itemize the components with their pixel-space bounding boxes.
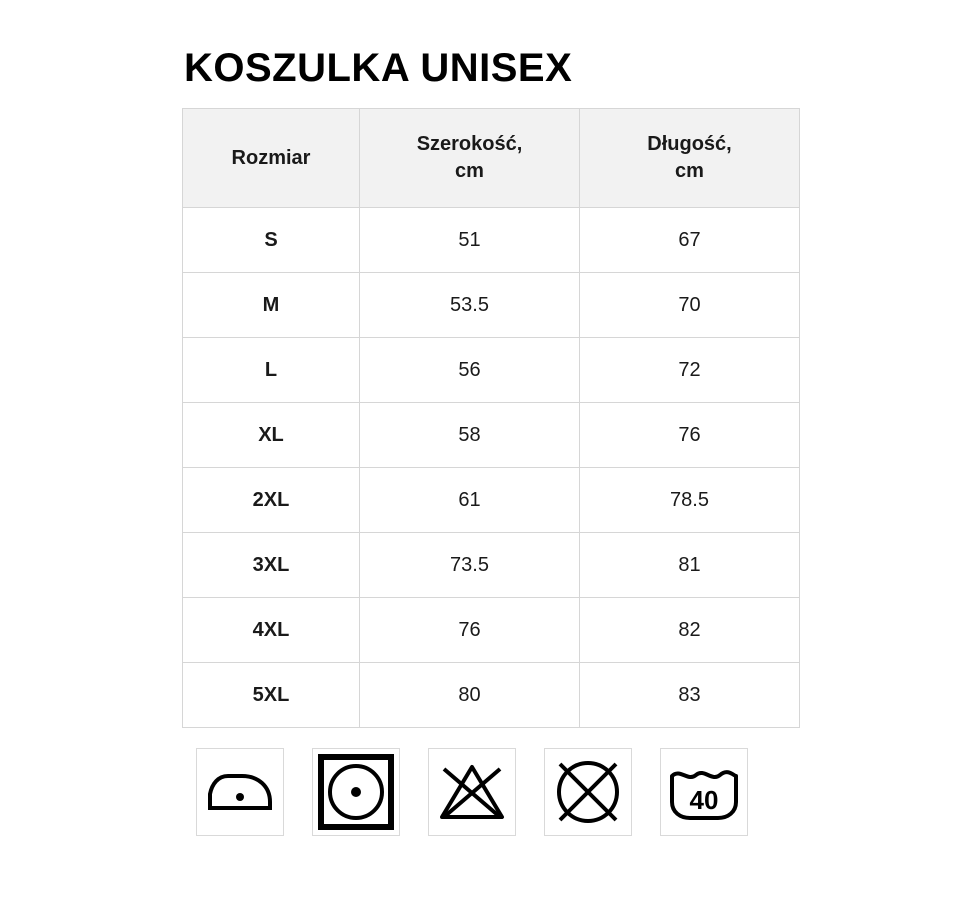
wash-40-glyph xyxy=(666,762,742,822)
table-row xyxy=(183,208,800,273)
size-table xyxy=(182,108,800,728)
cell-size: L xyxy=(183,338,360,403)
table-row xyxy=(183,468,800,533)
column-header-width-line2: cm xyxy=(455,160,484,182)
size-table-body xyxy=(183,208,800,728)
cell-length: 72 xyxy=(580,338,800,403)
cell-size: S xyxy=(183,208,360,273)
cell-size: 2XL xyxy=(183,468,360,533)
column-header-length-line1: Długość, xyxy=(647,133,732,155)
cell-width: 76 xyxy=(360,598,580,663)
cell-width: 56 xyxy=(360,338,580,403)
cell-width: 73.5 xyxy=(360,533,580,598)
tumble-dry-normal-icon xyxy=(312,748,400,836)
cell-size: 5XL xyxy=(183,663,360,728)
do-not-dry-clean-glyph xyxy=(552,756,624,828)
iron-one-dot-icon xyxy=(196,748,284,836)
table-row xyxy=(183,663,800,728)
table-row xyxy=(183,533,800,598)
table-row xyxy=(183,338,800,403)
tumble-dry-glyph xyxy=(318,754,394,830)
table-row xyxy=(183,403,800,468)
table-row xyxy=(183,273,800,338)
column-header-size: Rozmiar xyxy=(183,109,360,208)
cell-width: 58 xyxy=(360,403,580,468)
cell-length: 81 xyxy=(580,533,800,598)
cell-length: 67 xyxy=(580,208,800,273)
cell-width: 51 xyxy=(360,208,580,273)
do-not-bleach-glyph xyxy=(436,761,508,823)
cell-size: M xyxy=(183,273,360,338)
cell-length: 70 xyxy=(580,273,800,338)
cell-size: XL xyxy=(183,403,360,468)
column-header-width xyxy=(360,109,580,208)
cell-width: 61 xyxy=(360,468,580,533)
table-header-row xyxy=(183,109,800,208)
cell-size: 4XL xyxy=(183,598,360,663)
size-table-head xyxy=(183,109,800,208)
cell-width: 53.5 xyxy=(360,273,580,338)
column-header-length xyxy=(580,109,800,208)
cell-width: 80 xyxy=(360,663,580,728)
cell-length: 82 xyxy=(580,598,800,663)
cell-length: 76 xyxy=(580,403,800,468)
cell-length: 78.5 xyxy=(580,468,800,533)
iron-one-dot-glyph xyxy=(204,764,276,820)
column-header-length-line2: cm xyxy=(675,160,704,182)
care-symbols-row xyxy=(196,748,748,836)
cell-length: 83 xyxy=(580,663,800,728)
do-not-bleach-icon xyxy=(428,748,516,836)
wash-temperature-label: 40 xyxy=(689,785,719,815)
table-row xyxy=(183,598,800,663)
wash-40-icon xyxy=(660,748,748,836)
column-header-width-line1: Szerokość, xyxy=(416,133,523,155)
cell-size: 3XL xyxy=(183,533,360,598)
page-title: KOSZULKA UNISEX xyxy=(184,46,573,90)
do-not-dry-clean-icon xyxy=(544,748,632,836)
